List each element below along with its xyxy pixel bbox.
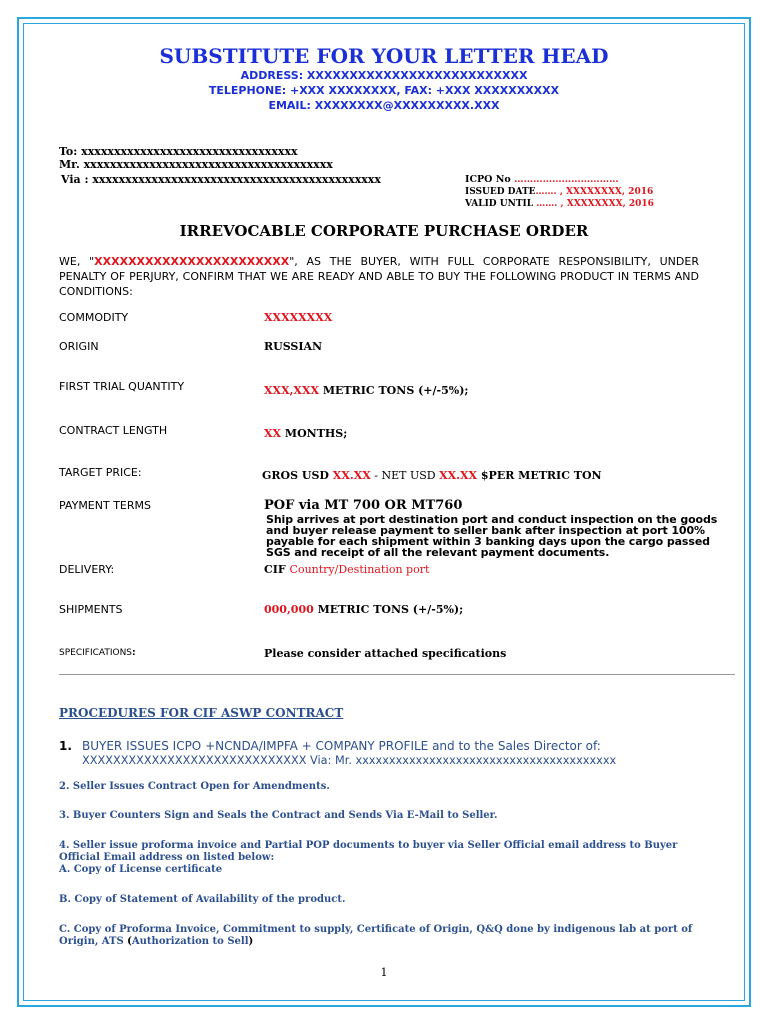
icpo-issued-date [465,187,653,197]
page-number: 1 [380,966,388,979]
contract-unit: MONTHS; [281,427,348,440]
step-c-ats: Authorization to Sell [131,936,249,947]
document-heading: IRREVOCABLE CORPORATE PURCHASE ORDER [179,222,589,240]
procedure-1-line1 [82,739,601,753]
recipient-mr: Mr. xxxxxxxxxxxxxxxxxxxxxxxxxxxxxxxxxxxxxx [59,158,333,171]
section-divider [59,674,735,675]
origin-value: RUSSIAN [264,340,323,353]
procedure-step-4: 4. Seller issue proforma invoice and Partial POP documents to buyer via Seller Official email address to Buyer Official Email address on listed below: [59,840,678,863]
delivery-label: DELIVERY: [59,563,115,576]
procedure-step-b: B. Copy of Statement of Availability of the product. [59,894,346,905]
intro-buyer-name: XXXXXXXXXXXXXXXXXXXXXXX [94,255,290,268]
step-c-main: C. Copy of Proforma Invoice, Commitment to supply, Certificate of Origin, Q&Q done by indigenous lab at port of Origin, ATS [59,924,693,947]
procedure-1-line2: XXXXXXXXXXXXXXXXXXXXXXXXXXXXX Via: Mr. xxxxxxxxxxxxxxxxxxxxxxxxxxxxxxxxxxxxxxx [82,754,617,767]
intro-suffix: ", AS THE BUYER, WITH FULL CORPORATE RESPONSIBILITY, UNDER PENALTY OF PERJURY, CONFIRM THAT WE ARE READY AND ABLE TO BUY THE FOLLOWING PRODUCT IN TERMS AND CONDITIONS: [59,255,699,298]
origin-label: ORIGIN [59,340,99,353]
price-gros-value: XX.XX [332,469,371,482]
procedure-step-2: 2. Seller Issues Contract Open for Amendments. [59,781,330,792]
procedure-step-c [59,924,719,948]
step-c-open-paren: ( [127,936,132,947]
icpo-number [465,174,619,185]
intro-paragraph [59,254,699,299]
procedure-1-number: 1. [59,739,72,753]
price-gros: GROS USD [262,469,333,482]
letterhead-email: EMAIL: XXXXXXXX@XXXXXXXXX.XXX [268,99,500,112]
payment-terms-body: Ship arrives at port destination port and conduct inspection on the goods and buyer release payment to seller bank after inspection at port 100% payable for each shipment within 3 banking days upon the cargo passed SGS and receipt of all the relevant payment documents. [266,513,718,559]
valid-until-value: ……. , XXXXXXXX, 2016 [536,199,654,209]
shipments-qty: 000,000 [264,603,314,616]
target-price-value [262,469,602,482]
contract-length-label: CONTRACT LENGTH [59,424,168,437]
delivery-cif: CIF [264,563,290,576]
commodity-value: XXXXXXXX [264,311,333,324]
trial-quantity-value [264,384,468,397]
payment-terms-label: PAYMENT TERMS [59,499,151,512]
letterhead-telephone: TELEPHONE: +XXX XXXXXXXX, FAX: +XXX XXXXXXXXXX [208,84,560,97]
intro-prefix: WE, " [59,255,95,268]
valid-until-label: VALID UNTIL [465,199,537,209]
contract-length-value [264,427,347,440]
payment-terms-title: POF via MT 700 OR MT760 [264,498,463,513]
commodity-label: COMMODITY [59,311,129,324]
procedures-title: PROCEDURES FOR CIF ASWP CONTRACT [59,706,344,720]
recipient-via: Via : xxxxxxxxxxxxxxxxxxxxxxxxxxxxxxxxxxxxxxxxxxxx [61,173,381,186]
delivery-port: Country/Destination port [289,563,430,576]
delivery-value [264,563,429,576]
target-price-label: TARGET PRICE: [59,466,142,479]
letterhead-title: SUBSTITUTE FOR YOUR LETTER HEAD [159,44,609,68]
shipments-label: SHIPMENTS [59,603,123,616]
step-c-close-paren: ) [248,936,254,947]
icpo-valid-until [465,199,654,209]
letterhead-address: ADDRESS: XXXXXXXXXXXXXXXXXXXXXXXXXX [240,69,528,82]
icpo-number-value: …………………………… [514,174,619,185]
issued-date-value: ……. , XXXXXXXX, 2016 [535,187,654,197]
specifications-label [59,648,136,658]
trial-qty: XXX,XXX [264,384,320,397]
recipient-to: To: xxxxxxxxxxxxxxxxxxxxxxxxxxxxxxxxx [59,145,298,158]
trial-quantity-label: FIRST TRIAL QUANTITY [59,380,185,393]
price-net: - NET USD [370,469,440,482]
trial-unit: METRIC TONS (+/-5%); [319,384,469,397]
specifications-value: Please consider attached specifications [264,647,507,660]
shipments-unit: METRIC TONS (+/-5%); [313,603,464,616]
issued-date-label: ISSUED DATE [465,187,536,197]
procedure-1-sales-director: and to the Sales Director of: [428,739,601,753]
procedure-step-4a: A. Copy of License certificate [59,864,223,875]
spec-colon: : [132,648,136,658]
shipments-value [264,603,463,616]
price-net-value: XX.XX [439,469,478,482]
price-unit: $PER METRIC TON [477,469,602,482]
procedure-1-buyer-issues: BUYER ISSUES ICPO +NCNDA/IMPFA + COMPANY PROFILE [82,739,429,753]
icpo-number-label: ICPO No [465,174,515,185]
spec-label-text: SPECIFICATIONS [59,648,133,658]
procedure-step-3: 3. Buyer Counters Sign and Seals the Contract and Sends Via E-Mail to Seller. [59,810,498,821]
contract-qty: XX [264,427,282,440]
